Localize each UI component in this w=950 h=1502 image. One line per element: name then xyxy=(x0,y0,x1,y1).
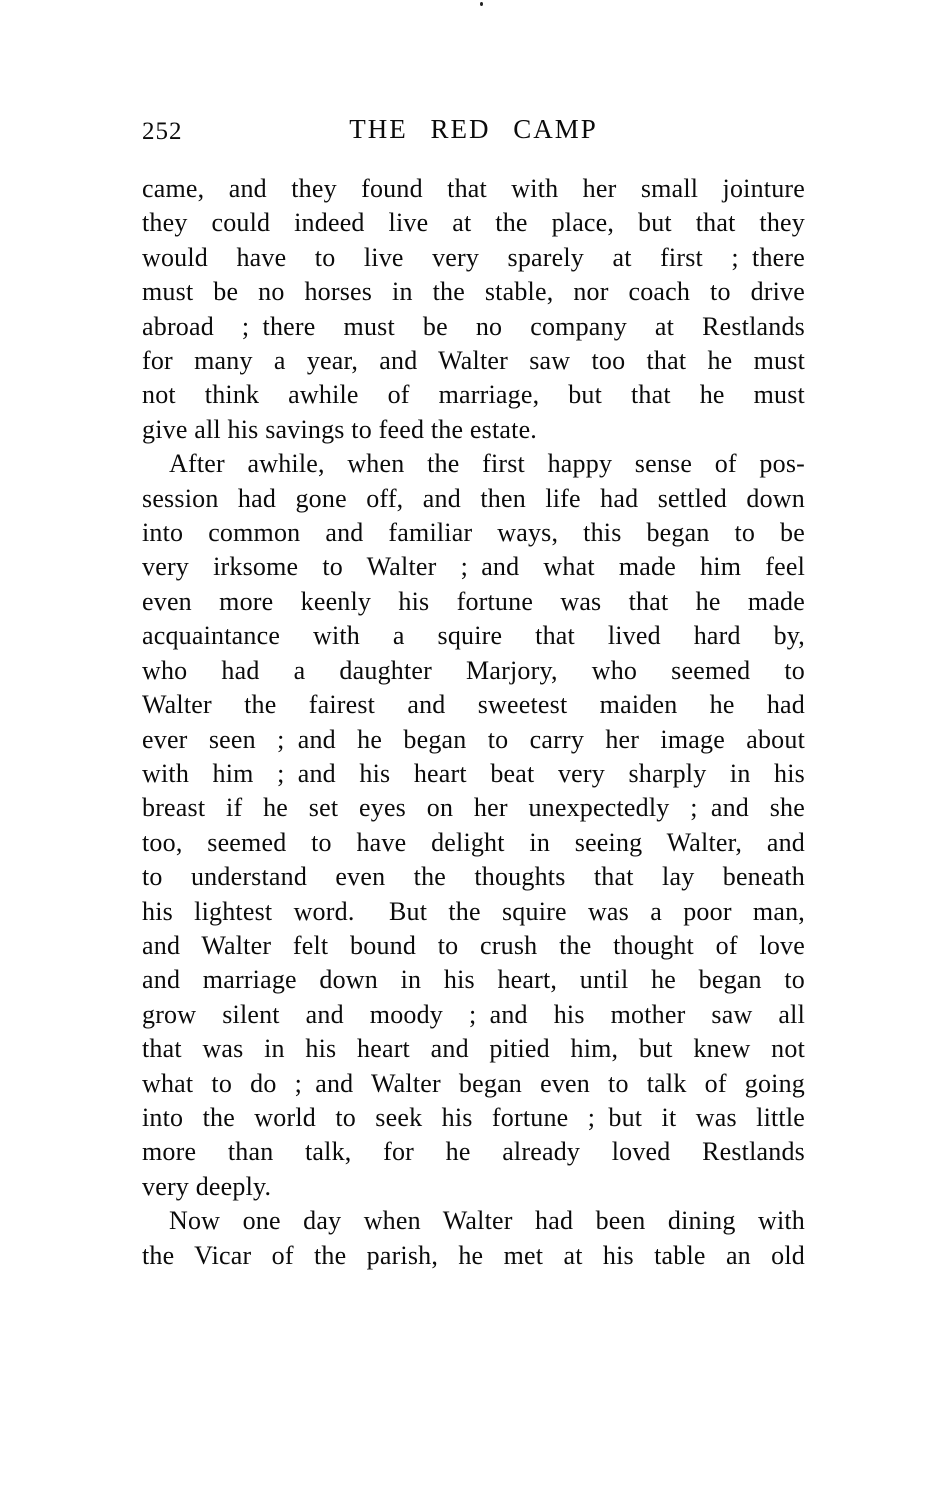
text-line: abroad ; there must be no company at Restlands xyxy=(142,311,805,341)
text-line: who had a daughter Marjory, who seemed to xyxy=(142,655,805,685)
text-line: came, and they found that with her small jointure xyxy=(142,174,805,203)
text-line: more than talk, for he already loved Restlands xyxy=(142,1137,805,1167)
text-line: breast if he set eyes on her unexpectedly ; and she xyxy=(142,793,805,823)
text-line: Now one day when Walter had been dining with xyxy=(169,1206,805,1236)
text-line: Walter the fairest and sweetest maiden he had xyxy=(142,690,805,720)
text-line: very deeply. xyxy=(142,1171,272,1201)
text-line: for many a year, and Walter saw too that he must xyxy=(142,346,805,376)
text-line: give all his savings to feed the estate. xyxy=(142,414,538,444)
text-line: to understand even the thoughts that lay beneath xyxy=(142,862,805,892)
text-line: too, seemed to have delight in seeing Walter, and xyxy=(142,827,805,857)
text-line: very irksome to Walter ; and what made him feel xyxy=(142,552,805,582)
text-line: into common and familiar ways, this began to be xyxy=(142,518,805,548)
text-line: into the world to seek his fortune ; but it was little xyxy=(142,1102,805,1132)
scan-speck-dot xyxy=(480,2,483,6)
text-line: his lightest word. But the squire was a poor man, xyxy=(142,896,805,926)
text-line: would have to live very sparely at first ; there xyxy=(142,242,805,272)
text-line: not think awhile of marriage, but that he must xyxy=(142,380,805,410)
text-line: and Walter felt bound to crush the thought of love xyxy=(142,930,805,960)
text-line: with him ; and his heart beat very sharply in his xyxy=(142,758,805,788)
text-line: session had gone off, and then life had settled down xyxy=(142,483,805,513)
text-line: the Vicar of the parish, he met at his table an old xyxy=(142,1240,805,1270)
text-line: ever seen ; and he began to carry her image about xyxy=(142,724,805,754)
text-line: and marriage down in his heart, until he began to xyxy=(142,965,805,995)
text-line: they could indeed live at the place, but that they xyxy=(142,208,805,238)
text-line: what to do ; and Walter began even to talk of going xyxy=(142,1068,805,1098)
body-text xyxy=(142,172,805,1273)
page-header xyxy=(142,114,805,150)
page-number: 252 xyxy=(142,118,183,145)
text-line: grow silent and moody ; and his mother saw all xyxy=(142,999,805,1029)
text-line: must be no horses in the stable, nor coach to drive xyxy=(142,277,805,307)
text-line: After awhile, when the first happy sense of pos- xyxy=(169,449,805,479)
text-line: that was in his heart and pitied him, but knew not xyxy=(142,1034,805,1064)
text-line: even more keenly his fortune was that he made xyxy=(142,586,805,616)
text-line: acquaintance with a squire that lived hard by, xyxy=(142,621,805,651)
running-title: THE RED CAMP xyxy=(349,114,598,144)
